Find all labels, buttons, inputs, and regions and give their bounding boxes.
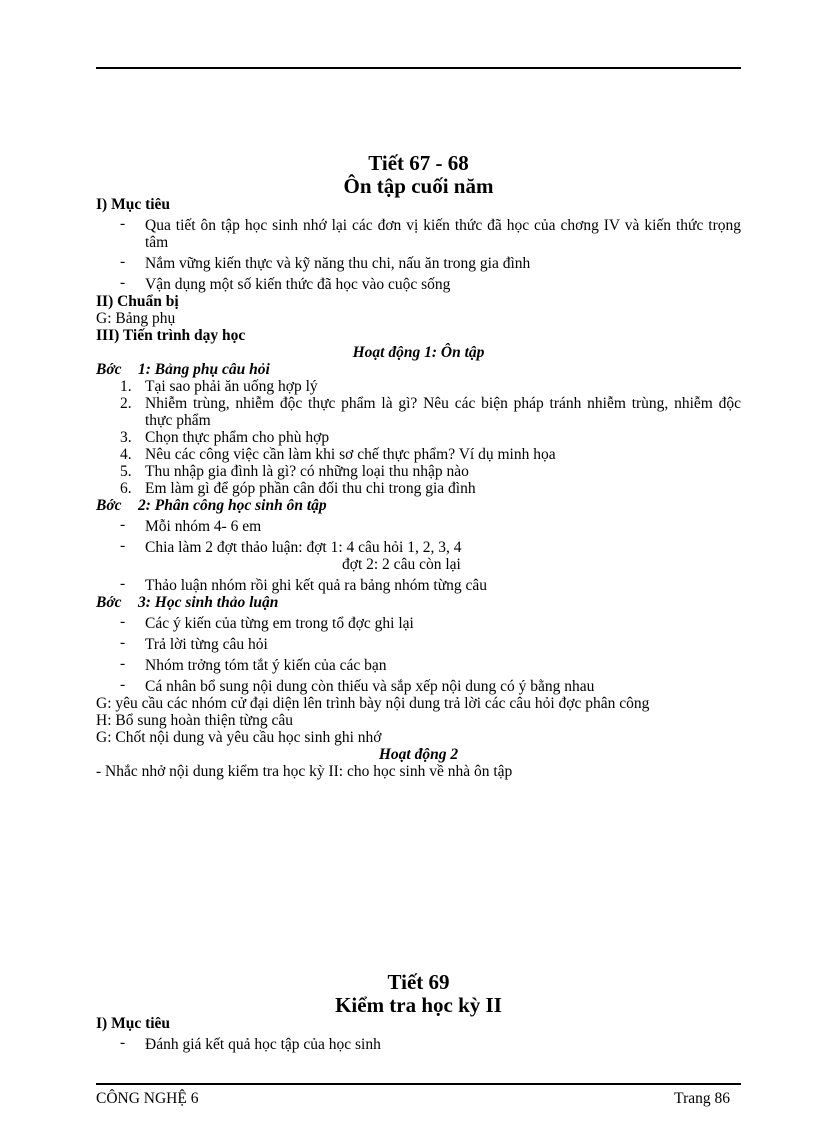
cau-hoi-item [96, 395, 741, 429]
header-rule [96, 67, 741, 69]
cau-hoi-text: Nhiễm trùng, nhiễm độc thực phẩm là gì? Nêu các biện pháp tránh nhiễm trùng, nhiễm độc thực phẩm [145, 395, 741, 429]
cau-hoi-item [96, 378, 741, 395]
buoc-2-item: - Thảo luận nhóm rồi ghi kết quả ra bảng nhóm từng câu [96, 577, 741, 594]
cau-hoi-item [96, 463, 741, 480]
buoc-2-label: Bớc [96, 497, 122, 514]
tien-trinh-heading: III) Tiến trình dạy học [96, 327, 246, 344]
cau-hoi-item [96, 446, 741, 463]
cau-hoi-item [96, 429, 741, 446]
cau-hoi-text: Tại sao phải ăn uống hợp lý [145, 378, 318, 395]
buoc-3-heading [96, 594, 741, 611]
cau-hoi-text: Chọn thực phẩm cho phù hợp [145, 429, 330, 446]
buoc-2-continuation: đợt 2: 2 câu còn lại [342, 556, 461, 573]
lesson1-title [96, 152, 741, 198]
lesson2-title-line2: Kiểm tra học kỳ II [335, 993, 502, 1017]
cau-hoi-number: 3. [120, 429, 132, 446]
lesson2-title-line1: Tiết 69 [387, 970, 450, 994]
cau-hoi-text: Nêu các công việc cần làm khi sơ chế thực phẩm? Ví dụ minh họa [145, 446, 556, 463]
footer-page-number: Trang 86 [674, 1090, 730, 1107]
cau-hoi-text: Thu nhập gia đình là gì? có những loại thu nhập nào [145, 463, 469, 480]
lesson1-body [96, 196, 741, 780]
buoc-2-heading [96, 497, 741, 514]
buoc-1-label: Bớc [96, 361, 122, 378]
buoc-2-item: - Mỗi nhóm 4- 6 em [96, 518, 741, 535]
muc-tieu-heading: I) Mục tiêu [96, 196, 171, 213]
buoc-1-heading [96, 361, 741, 378]
footer-rule [96, 1083, 741, 1085]
buoc-3-label: Bớc [96, 594, 122, 611]
teacher-note: G: Chốt nội dung và yêu cầu học sinh ghi nhớ [96, 729, 382, 746]
chuan-bi-text: G: Bảng phụ [96, 310, 176, 327]
muc-tieu-item: - Qua tiết ôn tập học sinh nhớ lại các đơn vị kiến thức đã học của chơng IV và kiến thức trọng tâm [96, 217, 741, 251]
student-note: H: Bổ sung hoàn thiện từng câu [96, 712, 293, 729]
buoc-3-item: - Cá nhân bổ sung nội dung còn thiếu và sắp xếp nội dung có ý bằng nhau [96, 678, 741, 695]
buoc-2-item: - Chia làm 2 đợt thảo luận: đợt 1: 4 câu hỏi 1, 2, 3, 4 [96, 539, 741, 556]
buoc-3-text: 3: Học sinh thảo luận [138, 594, 279, 611]
hoat-dong-2-heading: Hoạt động 2 [378, 746, 459, 763]
lesson1-title-line1: Tiết 67 - 68 [368, 151, 469, 175]
buoc-3-item: - Nhóm trởng tóm tắt ý kiến của các bạn [96, 657, 741, 674]
cau-hoi-text: Em làm gì để góp phần cân đối thu chi trong gia đình [145, 480, 476, 497]
muc-tieu-item: - Vận dụng một số kiến thức đã học vào cuộc sống [96, 276, 741, 293]
buoc-3-item: - Trả lời từng câu hỏi [96, 636, 741, 653]
cau-hoi-number: 5. [120, 463, 132, 480]
lesson1-title-line2: Ôn tập cuối năm [343, 174, 494, 198]
cau-hoi-item [96, 480, 741, 497]
lesson2-body [96, 1015, 741, 1053]
cau-hoi-number: 6. [120, 480, 132, 497]
lesson2-title [96, 971, 741, 1017]
muc-tieu-item: - Nắm vững kiến thực và kỹ năng thu chi, nấu ăn trong gia đình [96, 255, 741, 272]
cau-hoi-number: 2. [120, 395, 132, 412]
chuan-bi-heading: II) Chuẩn bị [96, 293, 179, 310]
lesson2-muc-tieu-item: - Đánh giá kết quả học tập của học sinh [96, 1036, 741, 1053]
buoc-2-text: 2: Phân công học sinh ôn tập [138, 497, 327, 514]
hoat-dong-1-heading: Hoạt động 1: Ôn tập [352, 344, 485, 361]
lesson2-muc-tieu-heading: I) Mục tiêu [96, 1015, 171, 1032]
cau-hoi-number: 4. [120, 446, 132, 463]
buoc-1-text: 1: Bảng phụ câu hỏi [138, 361, 270, 378]
buoc-3-item: - Các ý kiến của từng em trong tổ đợc ghi lại [96, 615, 741, 632]
hoat-dong-2-text: - Nhắc nhở nội dung kiểm tra học kỳ II: cho học sinh về nhà ôn tập [96, 763, 513, 780]
cau-hoi-number: 1. [120, 378, 132, 395]
footer-subject: CÔNG NGHỆ 6 [96, 1090, 199, 1107]
teacher-note: G: yêu cầu các nhóm cử đại diện lên trình bày nội dung trả lời các câu hỏi đợc phân công [96, 695, 650, 712]
